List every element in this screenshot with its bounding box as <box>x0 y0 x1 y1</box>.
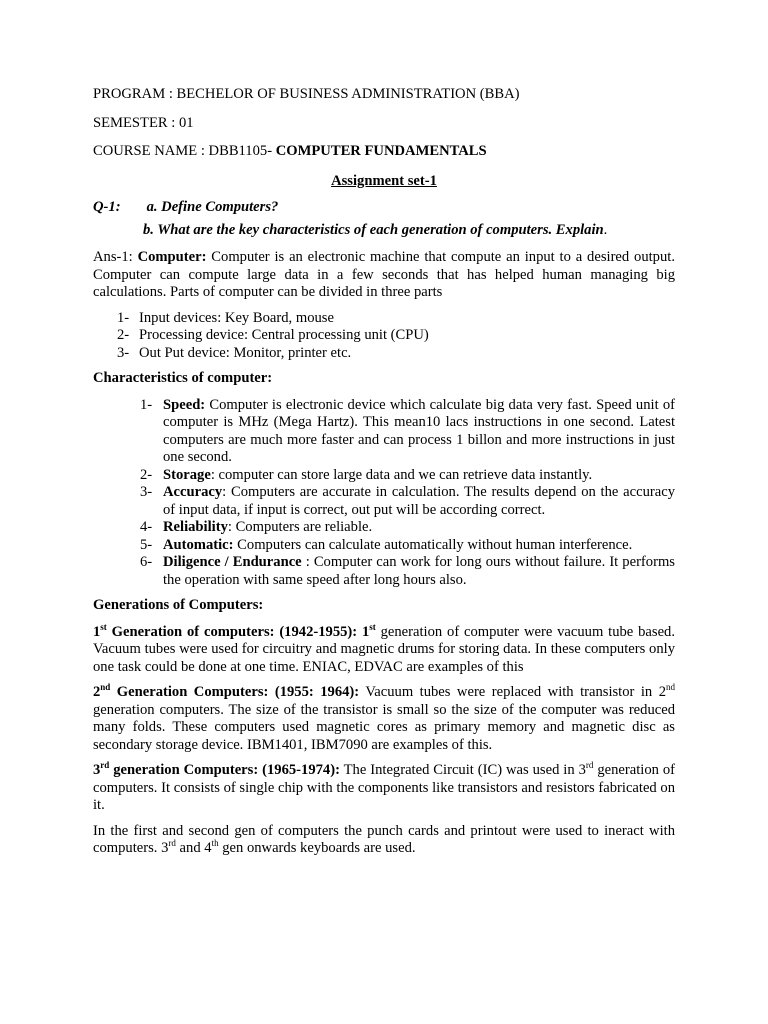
list-item <box>93 519 675 537</box>
list-number: 1- <box>117 309 130 326</box>
characteristic-text: : Computers are accurate in calculation. The results depend on the accuracy of input data, if input is correct, out put will be according correct. <box>163 484 675 518</box>
list-number: 1- <box>140 396 153 413</box>
characteristic-term: Automatic: <box>163 536 234 553</box>
characteristics-heading: Characteristics of computer: <box>93 370 273 386</box>
characteristic-term: Storage <box>163 466 211 483</box>
closing-text-a: In the first and second gen of computers the punch cards and printout were used to ineract with computers. 3 <box>93 822 675 856</box>
generation-3-title <box>93 762 340 778</box>
characteristics-list <box>93 397 675 590</box>
characteristic-text: Computer is electronic device which calculate big data very fast. Speed unit of computer is MHz (Mega Hartz). This mean10 lacs instructions in one second. Latest computers are much more faster and can process 1 billon and more instructions in just one second. <box>163 396 675 465</box>
list-item <box>93 484 675 519</box>
answer-text: Computer is an electronic machine that compute an input to a desired output. Computer can compute large data in a few seconds that has helped human managing big calculations. Parts of computer can be divided in three parts <box>93 249 675 300</box>
gen-suffix: rd <box>100 760 110 770</box>
list-item <box>93 310 675 328</box>
characteristic-text: : computer can store large data and we can retrieve data instantly. <box>210 466 593 483</box>
generation-2-text-a: Vacuum tubes were replaced with transistor in 2 <box>359 684 666 700</box>
list-text: Input devices: Key Board, mouse <box>139 309 334 326</box>
question-a-text: a. Define Computers? <box>146 199 279 215</box>
question-b-period: . <box>603 221 608 238</box>
list-item <box>93 345 675 363</box>
closing-suffix-b: th <box>211 838 219 848</box>
course-name: COMPUTER FUNDAMENTALS <box>275 143 487 159</box>
characteristic-term: Accuracy <box>163 484 223 500</box>
characteristic-term: Reliability <box>163 519 228 535</box>
characteristic-text: : Computer can work for long ours without failure. It performs the operation with same speed after long hours also. <box>163 554 675 588</box>
course-line <box>93 143 675 161</box>
document-page <box>93 86 675 866</box>
list-item <box>93 554 675 589</box>
question-part-a <box>93 199 675 217</box>
generation-1-paragraph <box>93 621 675 677</box>
list-item <box>93 327 675 345</box>
list-text <box>163 484 675 519</box>
list-text <box>163 519 675 537</box>
gen-number: 3 <box>93 762 101 778</box>
answer-term: Computer: <box>137 249 207 265</box>
characteristic-term: Speed: <box>163 396 206 413</box>
closing-paragraph <box>93 823 675 858</box>
characteristic-text: : Computers are reliable. <box>227 519 373 535</box>
course-prefix: COURSE NAME : DBB1105- <box>93 143 276 159</box>
list-text <box>163 554 675 589</box>
list-number: 3- <box>117 344 130 361</box>
list-text: Out Put device: Monitor, printer etc. <box>139 344 352 361</box>
generation-3-text-b: generation of computers. It consists of single chip with the components like transistors and resistors fabricated on it. <box>93 762 675 813</box>
list-number: 3- <box>140 484 153 500</box>
program-line: PROGRAM : BECHELOR OF BUSINESS ADMINISTRATION (BBA) <box>93 86 520 102</box>
list-item <box>93 537 675 555</box>
question-b-text: b. What are the key characteristics of each generation of computers. Explain <box>143 221 604 238</box>
generation-2-title <box>93 684 359 700</box>
computer-parts-list <box>93 310 675 363</box>
list-number: 2- <box>140 466 153 483</box>
list-item <box>93 467 675 485</box>
list-number: 4- <box>140 519 153 535</box>
generation-2-text-b: generation computers. The size of the transistor is small so the size of the computer was reduced many folds. These computers used magnetic cores as primary memory and magnetic disc as secondary storage device. IBM1401, IBM7090 are examples of this. <box>93 701 675 753</box>
gen-suffix: st <box>369 621 376 632</box>
gen-number: 1 <box>361 623 370 640</box>
answer-prefix: Ans-1: <box>93 249 138 265</box>
gen-title-text: Generation of computers: (1942-1955): <box>106 623 362 640</box>
list-text <box>163 397 675 467</box>
generation-1-title <box>93 621 376 640</box>
gen-number: 2 <box>93 684 101 700</box>
assignment-title: Assignment set-1 <box>331 172 437 189</box>
list-text: Processing device: Central processing unit (CPU) <box>139 327 429 343</box>
generation-3-text-a: The Integrated Circuit (IC) was used in 3 <box>339 762 586 778</box>
list-number: 2- <box>117 327 130 343</box>
closing-text-c: gen onwards keyboards are used. <box>218 840 416 856</box>
closing-text-b: and 4 <box>175 840 212 856</box>
semester-line: SEMESTER : 01 <box>93 114 194 131</box>
generations-heading: Generations of Computers: <box>93 597 264 613</box>
gen-suffix: nd <box>666 682 675 692</box>
list-text <box>163 467 675 485</box>
list-item <box>93 397 675 467</box>
characteristic-term: Diligence / Endurance <box>163 554 302 570</box>
answer-paragraph <box>93 249 675 302</box>
gen-title-text: Generation Computers: (1955: 1964): <box>110 684 360 700</box>
list-text <box>163 537 675 555</box>
list-number: 6- <box>140 554 153 570</box>
gen-suffix: nd <box>100 682 111 692</box>
gen-suffix: rd <box>585 760 594 770</box>
gen-number: 1 <box>93 623 101 640</box>
gen-title-text: generation Computers: (1965-1974): <box>109 762 340 778</box>
closing-suffix-a: rd <box>168 838 176 848</box>
gen-suffix: st <box>100 621 107 632</box>
generation-2-paragraph <box>93 684 675 754</box>
list-number: 5- <box>140 536 153 553</box>
question-label: Q-1: <box>93 199 121 215</box>
question-part-b <box>143 222 675 240</box>
generation-3-paragraph <box>93 762 675 815</box>
characteristic-text: Computers can calculate automatically without human interference. <box>233 536 633 553</box>
generation-1-text: generation of computer were vacuum tube based. Vacuum tubes were used for circuitry and magnetic drums for storing data. In these computers only one task could be done at one time. ENIAC, EDVAC are examples of this <box>93 623 675 675</box>
